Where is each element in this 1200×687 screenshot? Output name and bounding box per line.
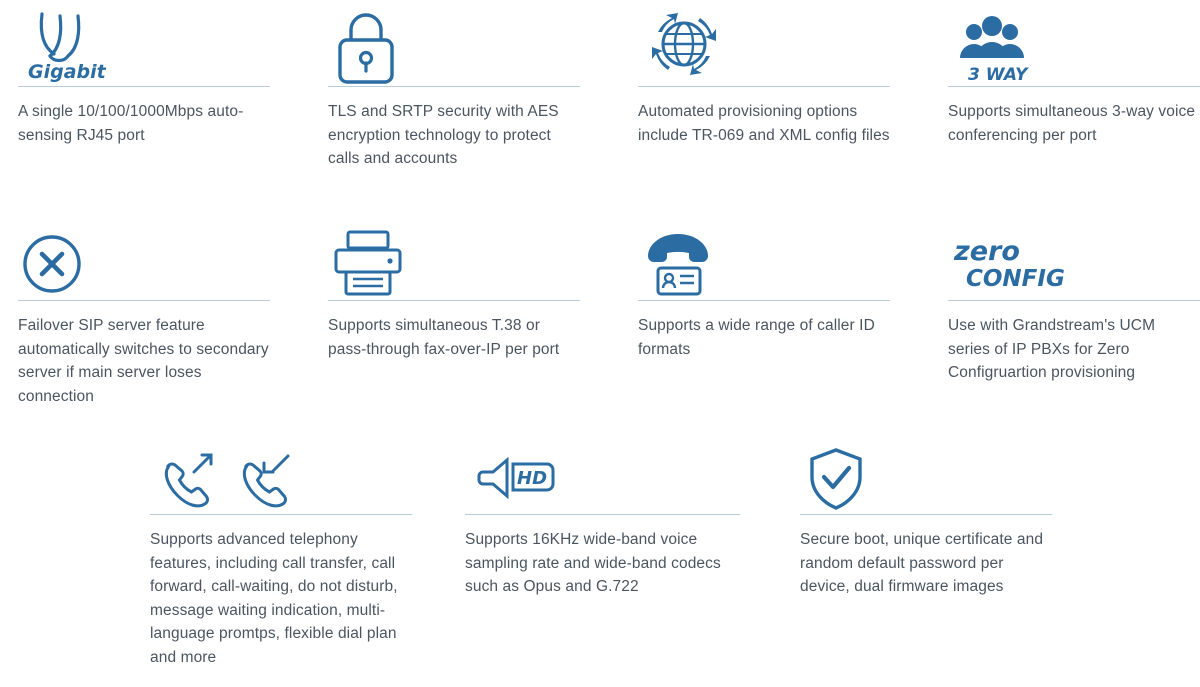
padlock-icon xyxy=(328,0,580,86)
feature-text: Use with Grandstream's UCM series of IP PBXs for Zero Configruartion provisioning xyxy=(948,317,1156,381)
feature-text: Supports advanced telephony features, including call transfer, call forward, call-waiting, do not disturb, message waiting indication, multi-language promtps, flexible dial plan and more xyxy=(150,531,398,666)
feature-card-zero-config xyxy=(948,214,1200,385)
gigabit-icon xyxy=(18,0,270,86)
feature-card-secure-boot xyxy=(800,428,1052,599)
svg-text:3 WAY: 3 WAY xyxy=(968,65,1028,85)
feature-card-gigabit-port xyxy=(18,0,270,147)
feature-card-hd-wideband-voice xyxy=(465,428,740,599)
feature-text: Failover SIP server feature automatically switches to secondary server if main server loses connection xyxy=(18,317,269,405)
svg-text:Gigabit: Gigabit xyxy=(28,61,106,83)
x-circle-icon xyxy=(18,214,270,300)
feature-card-caller-id-formats xyxy=(638,214,890,361)
three-way-people-icon xyxy=(948,0,1200,86)
feature-text: Supports a wide range of caller ID formats xyxy=(638,317,875,358)
svg-text:zero: zero xyxy=(954,236,1020,267)
feature-text: TLS and SRTP security with AES encryption technology to protect calls and accounts xyxy=(328,103,559,167)
feature-text: A single 10/100/1000Mbps auto-sensing RJ45 port xyxy=(18,103,244,144)
feature-card-fax-over-ip xyxy=(328,214,580,361)
feature-card-automated-provisioning xyxy=(638,0,890,147)
fax-printer-icon xyxy=(328,214,580,300)
feature-text: Supports simultaneous T.38 or pass-through fax-over-IP per port xyxy=(328,317,560,358)
handset-caller-id-icon xyxy=(638,214,890,300)
feature-card-three-way-conferencing xyxy=(948,0,1200,147)
feature-text: Automated provisioning options include TR-069 and XML config files xyxy=(638,103,890,144)
svg-text:CONFIG: CONFIG xyxy=(966,266,1065,292)
globe-arrows-icon xyxy=(638,0,890,86)
feature-card-failover-sip-server xyxy=(18,214,270,408)
call-transfer-handsets-icon xyxy=(150,428,412,514)
feature-text: Supports 16KHz wide-band voice sampling rate and wide-band codecs such as Opus and G.722 xyxy=(465,531,721,595)
zero-config-wordmark-icon xyxy=(948,214,1200,300)
hd-speaker-icon xyxy=(465,428,740,514)
feature-card-tls-srtp-security xyxy=(328,0,580,171)
feature-text: Supports simultaneous 3-way voice conferencing per port xyxy=(948,103,1196,144)
svg-text:HD: HD xyxy=(517,468,548,489)
feature-text: Secure boot, unique certificate and random default password per device, dual firmware images xyxy=(800,531,1044,595)
shield-check-icon xyxy=(800,428,1052,514)
feature-card-advanced-telephony xyxy=(150,428,412,669)
